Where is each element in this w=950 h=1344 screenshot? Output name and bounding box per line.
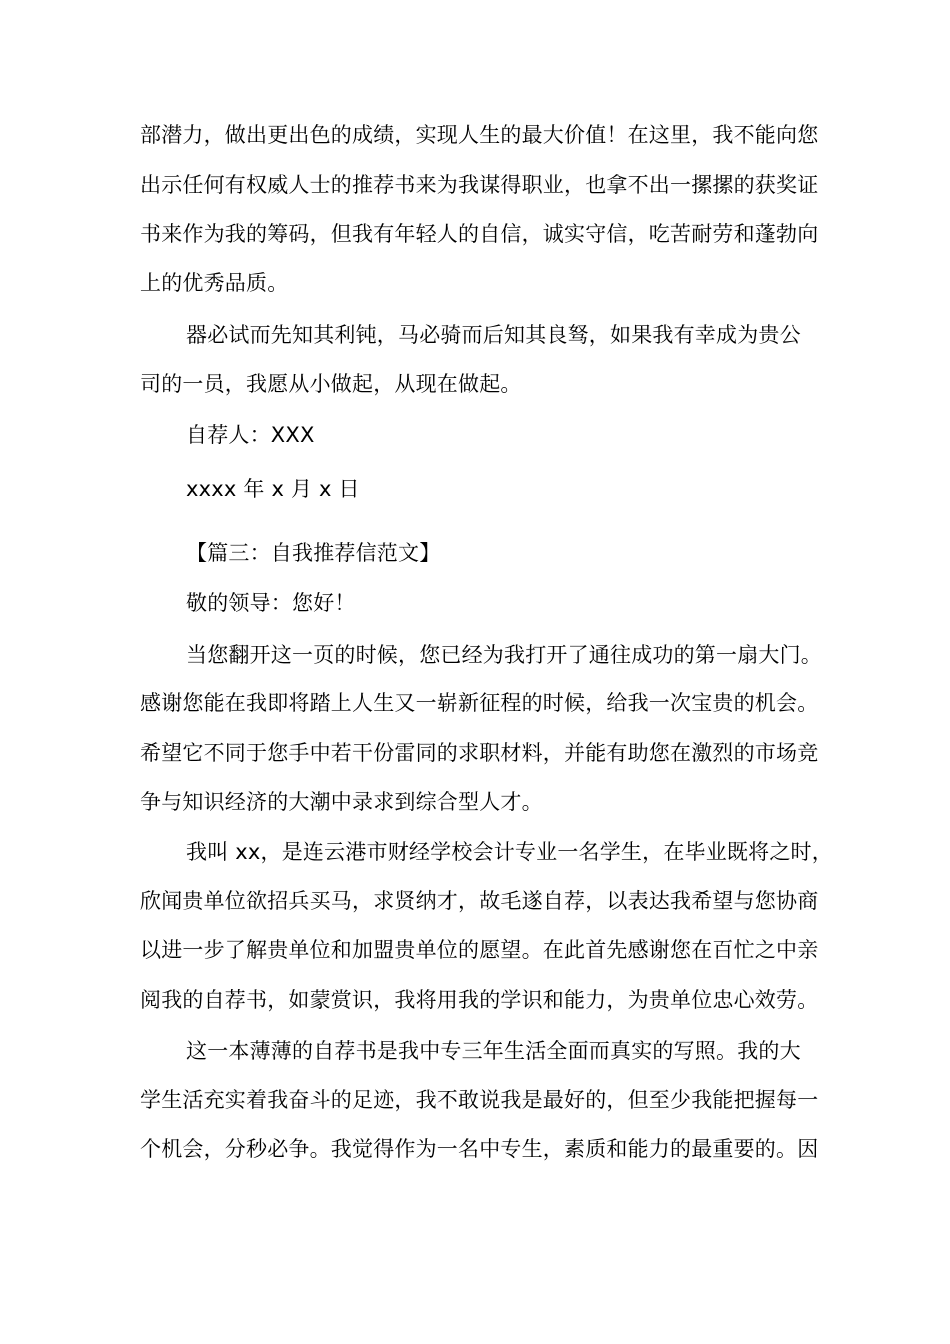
paragraph-line: 争与知识经济的大潮中录求到综合型人才。 bbox=[140, 790, 543, 814]
paragraph-line: 希望它不同于您手中若干份雷同的求职材料，并能有助您在激烈的市场竞 bbox=[140, 741, 819, 765]
paragraph-line: 感谢您能在我即将踏上人生又一崭新征程的时候，给我一次宝贵的机会。 bbox=[140, 691, 819, 715]
paragraph-line: 部潜力，做出更出色的成绩，实现人生的最大价值！在这里，我不能向您 bbox=[140, 123, 819, 147]
paragraph-line: 学生活充实着我奋斗的足迹，我不敢说我是最好的，但至少我能把握每一 bbox=[140, 1088, 819, 1112]
paragraph-line: 阅我的自荐书，如蒙赏识，我将用我的学识和能力，为贵单位忠心效劳。 bbox=[140, 988, 819, 1012]
paragraph-line: 出示任何有权威人士的推荐书来为我谋得职业，也拿不出一摞摞的获奖证 bbox=[140, 173, 819, 197]
paragraph-line: 司的一员，我愿从小做起，从现在做起。 bbox=[140, 372, 522, 396]
section-heading: 【篇三：自我推荐信范文】 bbox=[186, 541, 441, 565]
signature-line: 自荐人：XXX bbox=[186, 423, 315, 447]
paragraph-line: 器必试而先知其利钝，马必骑而后知其良驽，如果我有幸成为贵公 bbox=[186, 323, 801, 347]
paragraph-line: 我叫 xx，是连云港市财经学校会计专业一名学生，在毕业既将之时， bbox=[186, 840, 833, 864]
paragraph-line: 欣闻贵单位欲招兵买马，求贤纳才，故毛遂自荐，以表达我希望与您协商 bbox=[140, 889, 819, 913]
salutation-line: 敬的领导：您好！ bbox=[186, 591, 356, 615]
paragraph-line: 书来作为我的筹码，但我有年轻人的自信，诚实守信，吃苦耐劳和蓬勃向 bbox=[140, 222, 819, 246]
paragraph-line: 当您翻开这一页的时候，您已经为我打开了通往成功的第一扇大门。 bbox=[186, 643, 822, 667]
paragraph-line: 上的优秀品质。 bbox=[140, 271, 289, 295]
paragraph-line: 个机会，分秒必争。我觉得作为一名中专生，素质和能力的最重要的。因 bbox=[140, 1137, 819, 1161]
paragraph-line: 这一本薄薄的自荐书是我中专三年生活全面而真实的写照。我的大 bbox=[186, 1039, 801, 1063]
paragraph-line: 以进一步了解贵单位和加盟贵单位的愿望。在此首先感谢您在百忙之中亲 bbox=[140, 938, 819, 962]
date-line: xxxx 年 x 月 x 日 bbox=[186, 477, 360, 501]
